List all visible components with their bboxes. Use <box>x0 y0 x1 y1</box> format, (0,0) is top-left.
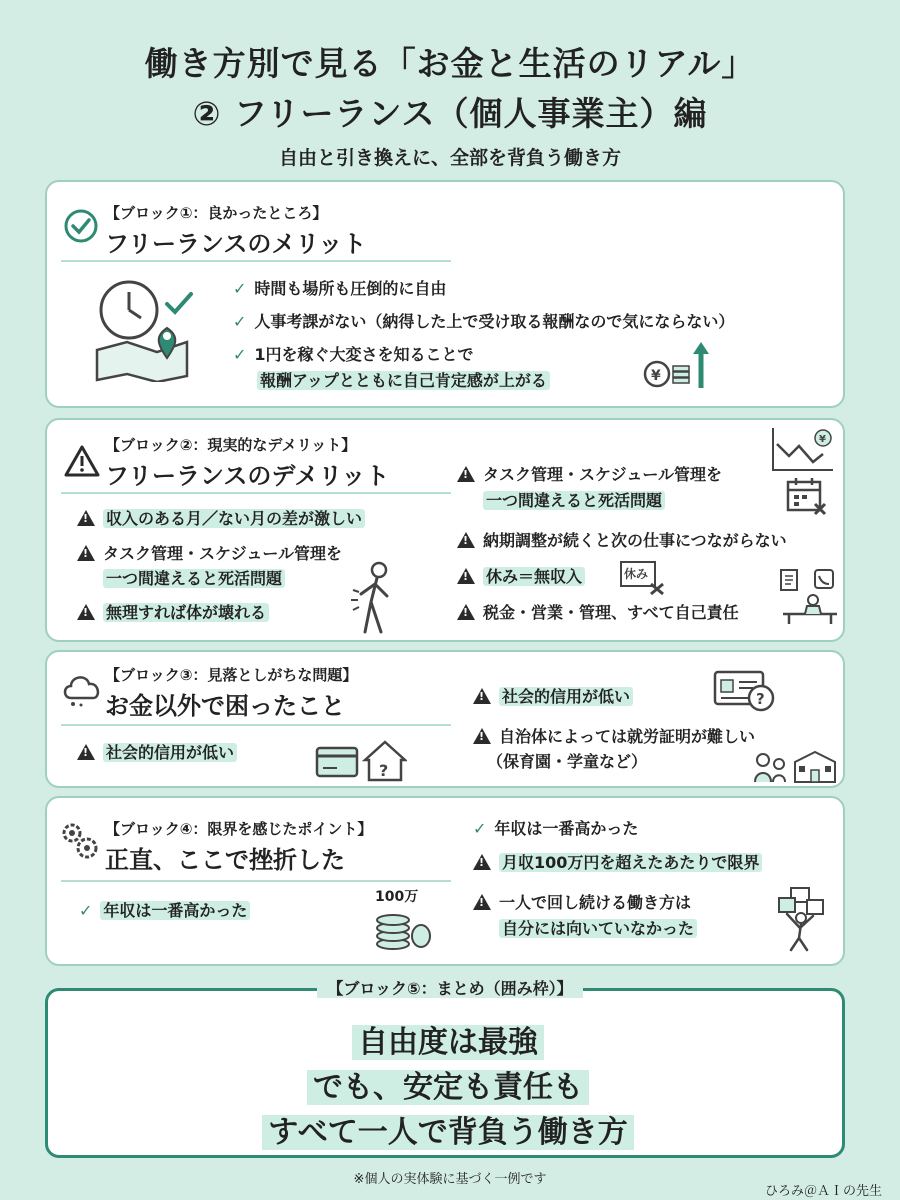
calendar-icon <box>785 476 829 516</box>
divider <box>61 260 451 262</box>
rest-sign-icon <box>619 560 665 596</box>
coin-stack-icon <box>373 886 433 956</box>
card-house-icon <box>315 738 407 782</box>
hidden-problem-card <box>45 650 845 788</box>
desk-work-icon <box>775 568 841 626</box>
summary-line: 自由度は最強 <box>48 1017 848 1061</box>
demerit-card <box>45 418 845 642</box>
demerit-item-right: !休み＝無収入 <box>457 564 585 589</box>
demerit-item-continued: 一つ間違えると死活問題 <box>103 566 285 591</box>
gears-icon <box>57 818 101 862</box>
clock-map-icon <box>87 272 207 382</box>
limit-item-right: ✓ 年収は一番高かった <box>473 819 639 838</box>
demerit-item-right: !税金・営業・管理、すべて自己責任 <box>457 600 739 625</box>
block-heading: 正直、ここで挫折した <box>105 846 345 874</box>
demerit-item: !収入のある月／ない月の差が激しい <box>77 506 365 531</box>
merit-item-continued: 報酬アップとともに自己肯定感が上がる <box>257 368 550 393</box>
demerit-item-right-continued: 一つ間違えると死活問題 <box>483 488 665 513</box>
block-label: 【ブロック②：現実的なデメリット】 <box>105 436 357 454</box>
merit-item: ✓ 人事考課がない（納得した上で受け取る報酬なので気にならない） <box>233 312 735 331</box>
svg-text:?: ? <box>756 690 765 708</box>
author-credit: ひろみ＠ＡＩの先生 <box>764 1184 882 1199</box>
check-circle-icon <box>63 208 99 244</box>
demerit-item: !無理すれば体が壊れる <box>77 600 269 625</box>
problem-item: !社会的信用が低い <box>77 740 237 765</box>
summary-label: 【ブロック⑤：まとめ（囲み枠）】 <box>0 976 900 999</box>
warning-icon <box>63 444 101 478</box>
block-label: 【ブロック①：良かったところ】 <box>105 204 328 222</box>
summary-box <box>45 988 845 1158</box>
limit-item-right-continued: 自分には向いていなかった <box>499 916 697 941</box>
svg-text:¥: ¥ <box>651 368 661 384</box>
summary-line: すべて一人で背負う働き方 <box>48 1107 848 1151</box>
demerit-item-right: !納期調整が続くと次の仕事につながらない <box>457 528 787 553</box>
demerit-item: !タスク管理・スケジュール管理を <box>77 541 342 566</box>
merit-item: ✓ 1円を稼ぐ大変さを知ることで <box>233 345 474 364</box>
falling-chart-icon <box>769 424 835 474</box>
page-title-line2: ② フリーランス（個人事業主）編 <box>192 94 708 133</box>
divider <box>61 724 451 726</box>
yen-growth-icon <box>643 338 713 394</box>
tired-person-icon <box>349 560 399 636</box>
page-subtitle: 自由と引き換えに、全部を背負う働き方 <box>278 147 621 169</box>
block-heading: お金以外で困ったこと <box>105 692 345 720</box>
limit-card <box>45 796 845 966</box>
rest-sign-text: 休み <box>624 567 649 581</box>
footnote: ※個人の実体験に基づく一例です <box>353 1172 547 1187</box>
problem-item-right-continued: （保育園・学童など） <box>487 752 648 771</box>
id-card-question-icon <box>713 670 777 712</box>
summary-line: でも、安定も責任も <box>48 1062 848 1106</box>
block-label: 【ブロック④：限界を感じたポイント】 <box>105 820 373 838</box>
block-heading: フリーランスのデメリット <box>105 462 390 490</box>
svg-text:?: ? <box>379 761 389 780</box>
limit-item-right: !月収100万円を超えたあたりで限界 <box>473 850 762 875</box>
block-label: 【ブロック③：見落としがちな問題】 <box>105 666 358 684</box>
merit-item: ✓ 時間も場所も圧倒的に自由 <box>233 279 447 298</box>
page-title: 働き方別で見る「お金と生活のリアル」 <box>144 44 756 83</box>
merit-card <box>45 180 845 408</box>
coin-stack-label: 100万 <box>375 889 419 905</box>
family-nursery-icon <box>753 748 839 784</box>
limit-item: ✓ 年収は一番高かった <box>79 898 250 923</box>
problem-item-right: !社会的信用が低い <box>473 684 633 709</box>
cloud-icon <box>61 672 103 708</box>
divider <box>61 880 451 882</box>
svg-text:¥: ¥ <box>819 434 826 445</box>
overloaded-person-icon <box>771 886 831 952</box>
block-heading: フリーランスのメリット <box>105 230 367 258</box>
limit-item-right: !一人で回し続ける働き方は <box>473 890 691 915</box>
problem-item-right: !自治体によっては就労証明が難しい <box>473 724 755 749</box>
divider <box>61 492 451 494</box>
demerit-item-right: !タスク管理・スケジュール管理を <box>457 462 722 487</box>
